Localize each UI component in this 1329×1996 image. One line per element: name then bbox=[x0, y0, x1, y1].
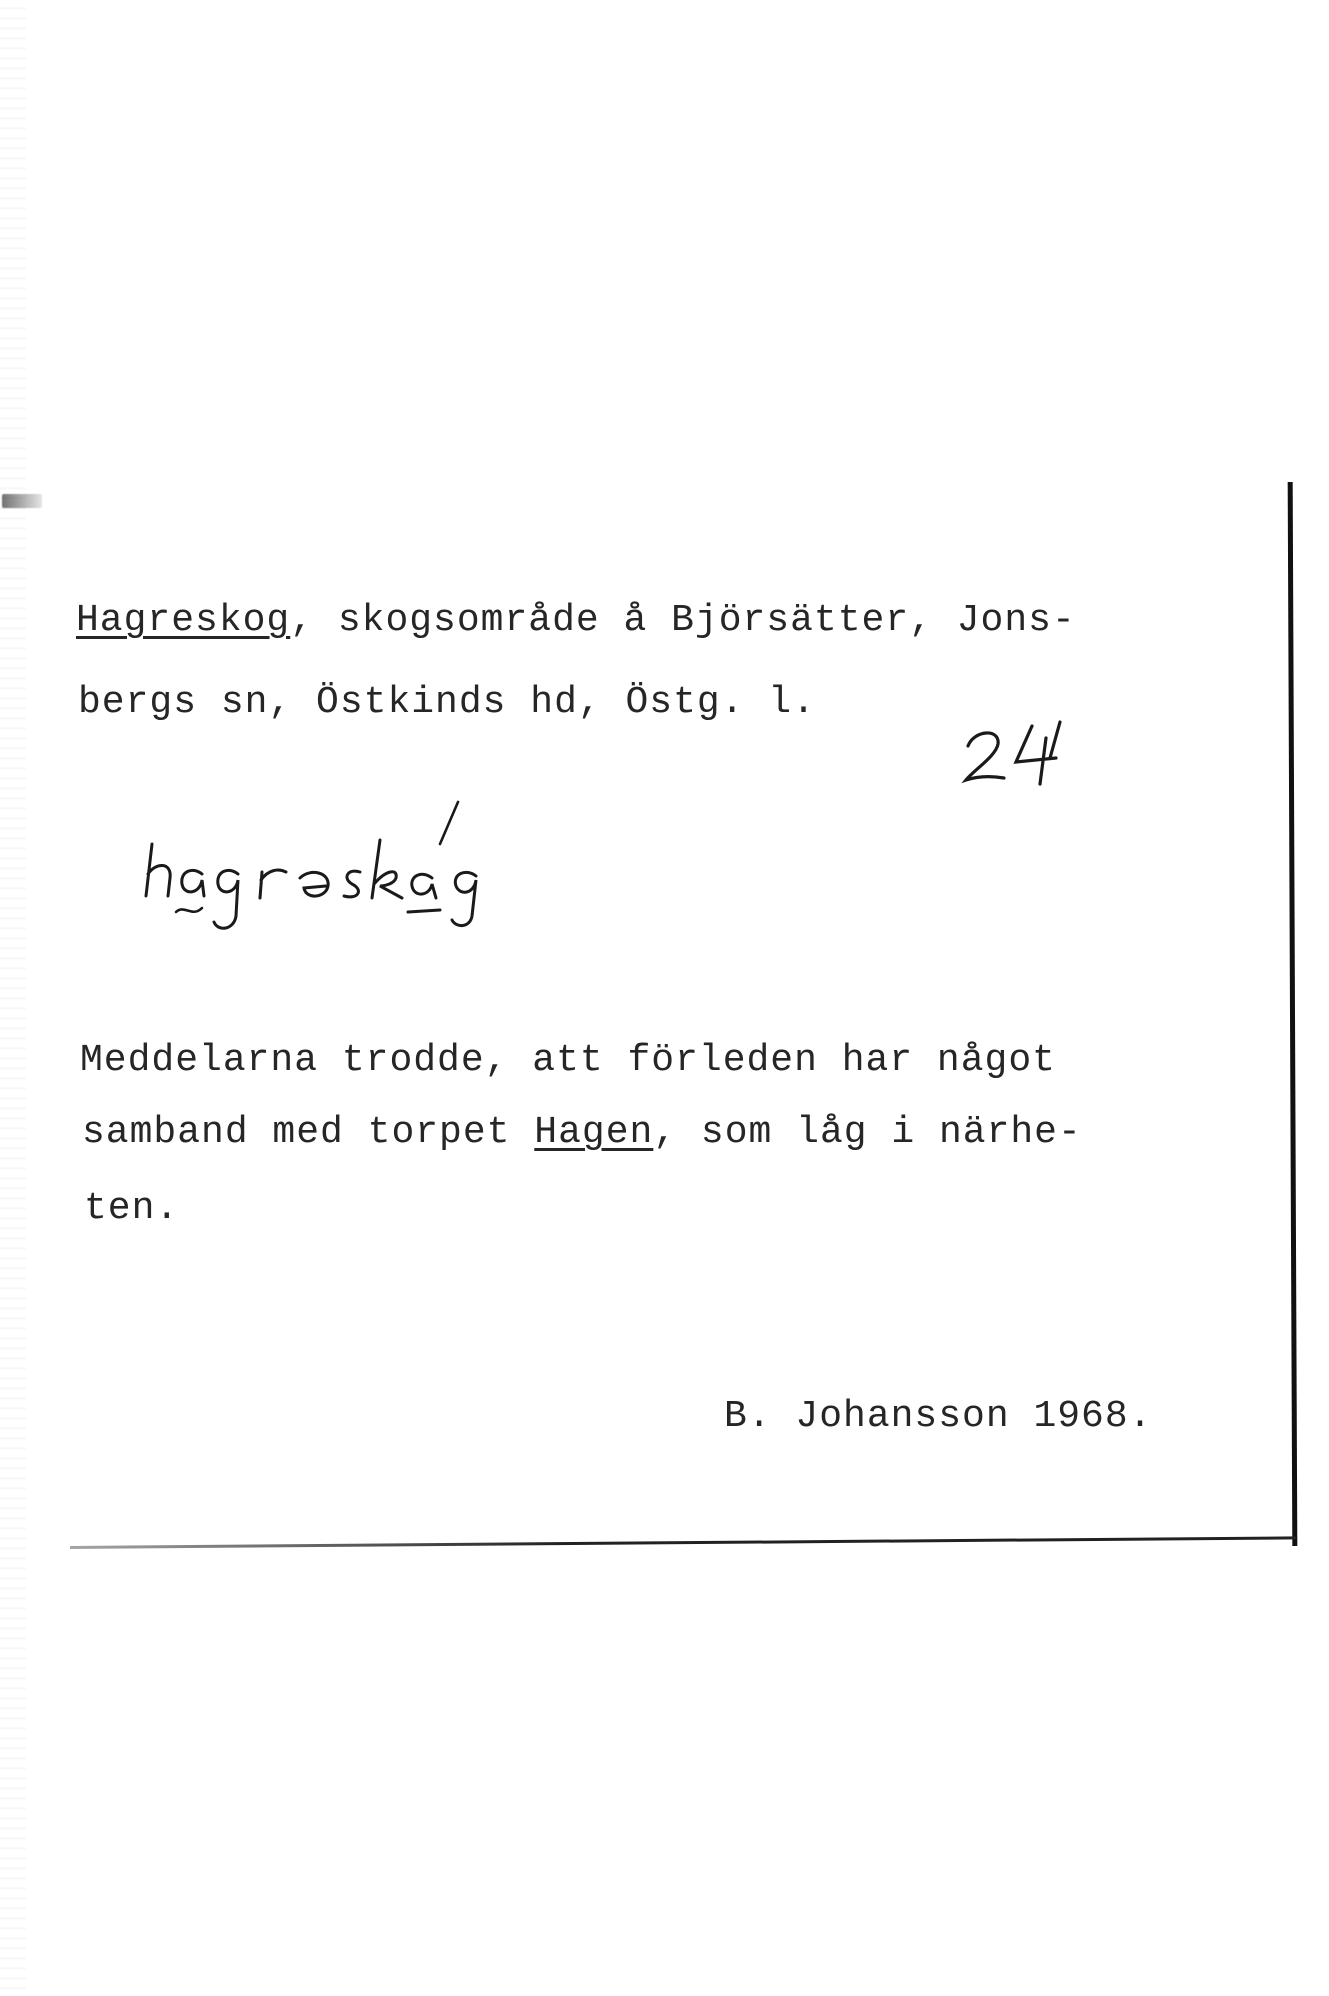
handwritten-number bbox=[960, 718, 1080, 788]
handwritten-pronunciation bbox=[140, 800, 540, 940]
scan-edge-mark bbox=[2, 494, 42, 508]
note-line-3: ten. bbox=[84, 1187, 180, 1230]
note-line-1: Meddelarna trodde, att förleden har något bbox=[80, 1039, 1056, 1082]
card-right-edge bbox=[1288, 482, 1298, 1546]
note-place-name: Hagen bbox=[534, 1111, 654, 1154]
entry-line-2: bergs sn, Östkinds hd, Östg. l. bbox=[78, 681, 816, 724]
entry-line-1 bbox=[76, 599, 1076, 642]
scan-left-edge bbox=[0, 0, 26, 1996]
entry-headword: Hagreskog bbox=[76, 599, 291, 642]
signature: B. Johansson 1968. bbox=[724, 1395, 1153, 1438]
note-line-2 bbox=[82, 1111, 1082, 1154]
entry-line-1-rest: , skogsområde å Björsätter, Jons- bbox=[290, 599, 1076, 642]
note-line-2-end: , som låg i närhe- bbox=[653, 1111, 1082, 1154]
note-line-2-start: samband med torpet bbox=[82, 1111, 535, 1154]
card-bottom-edge bbox=[70, 1536, 1296, 1549]
